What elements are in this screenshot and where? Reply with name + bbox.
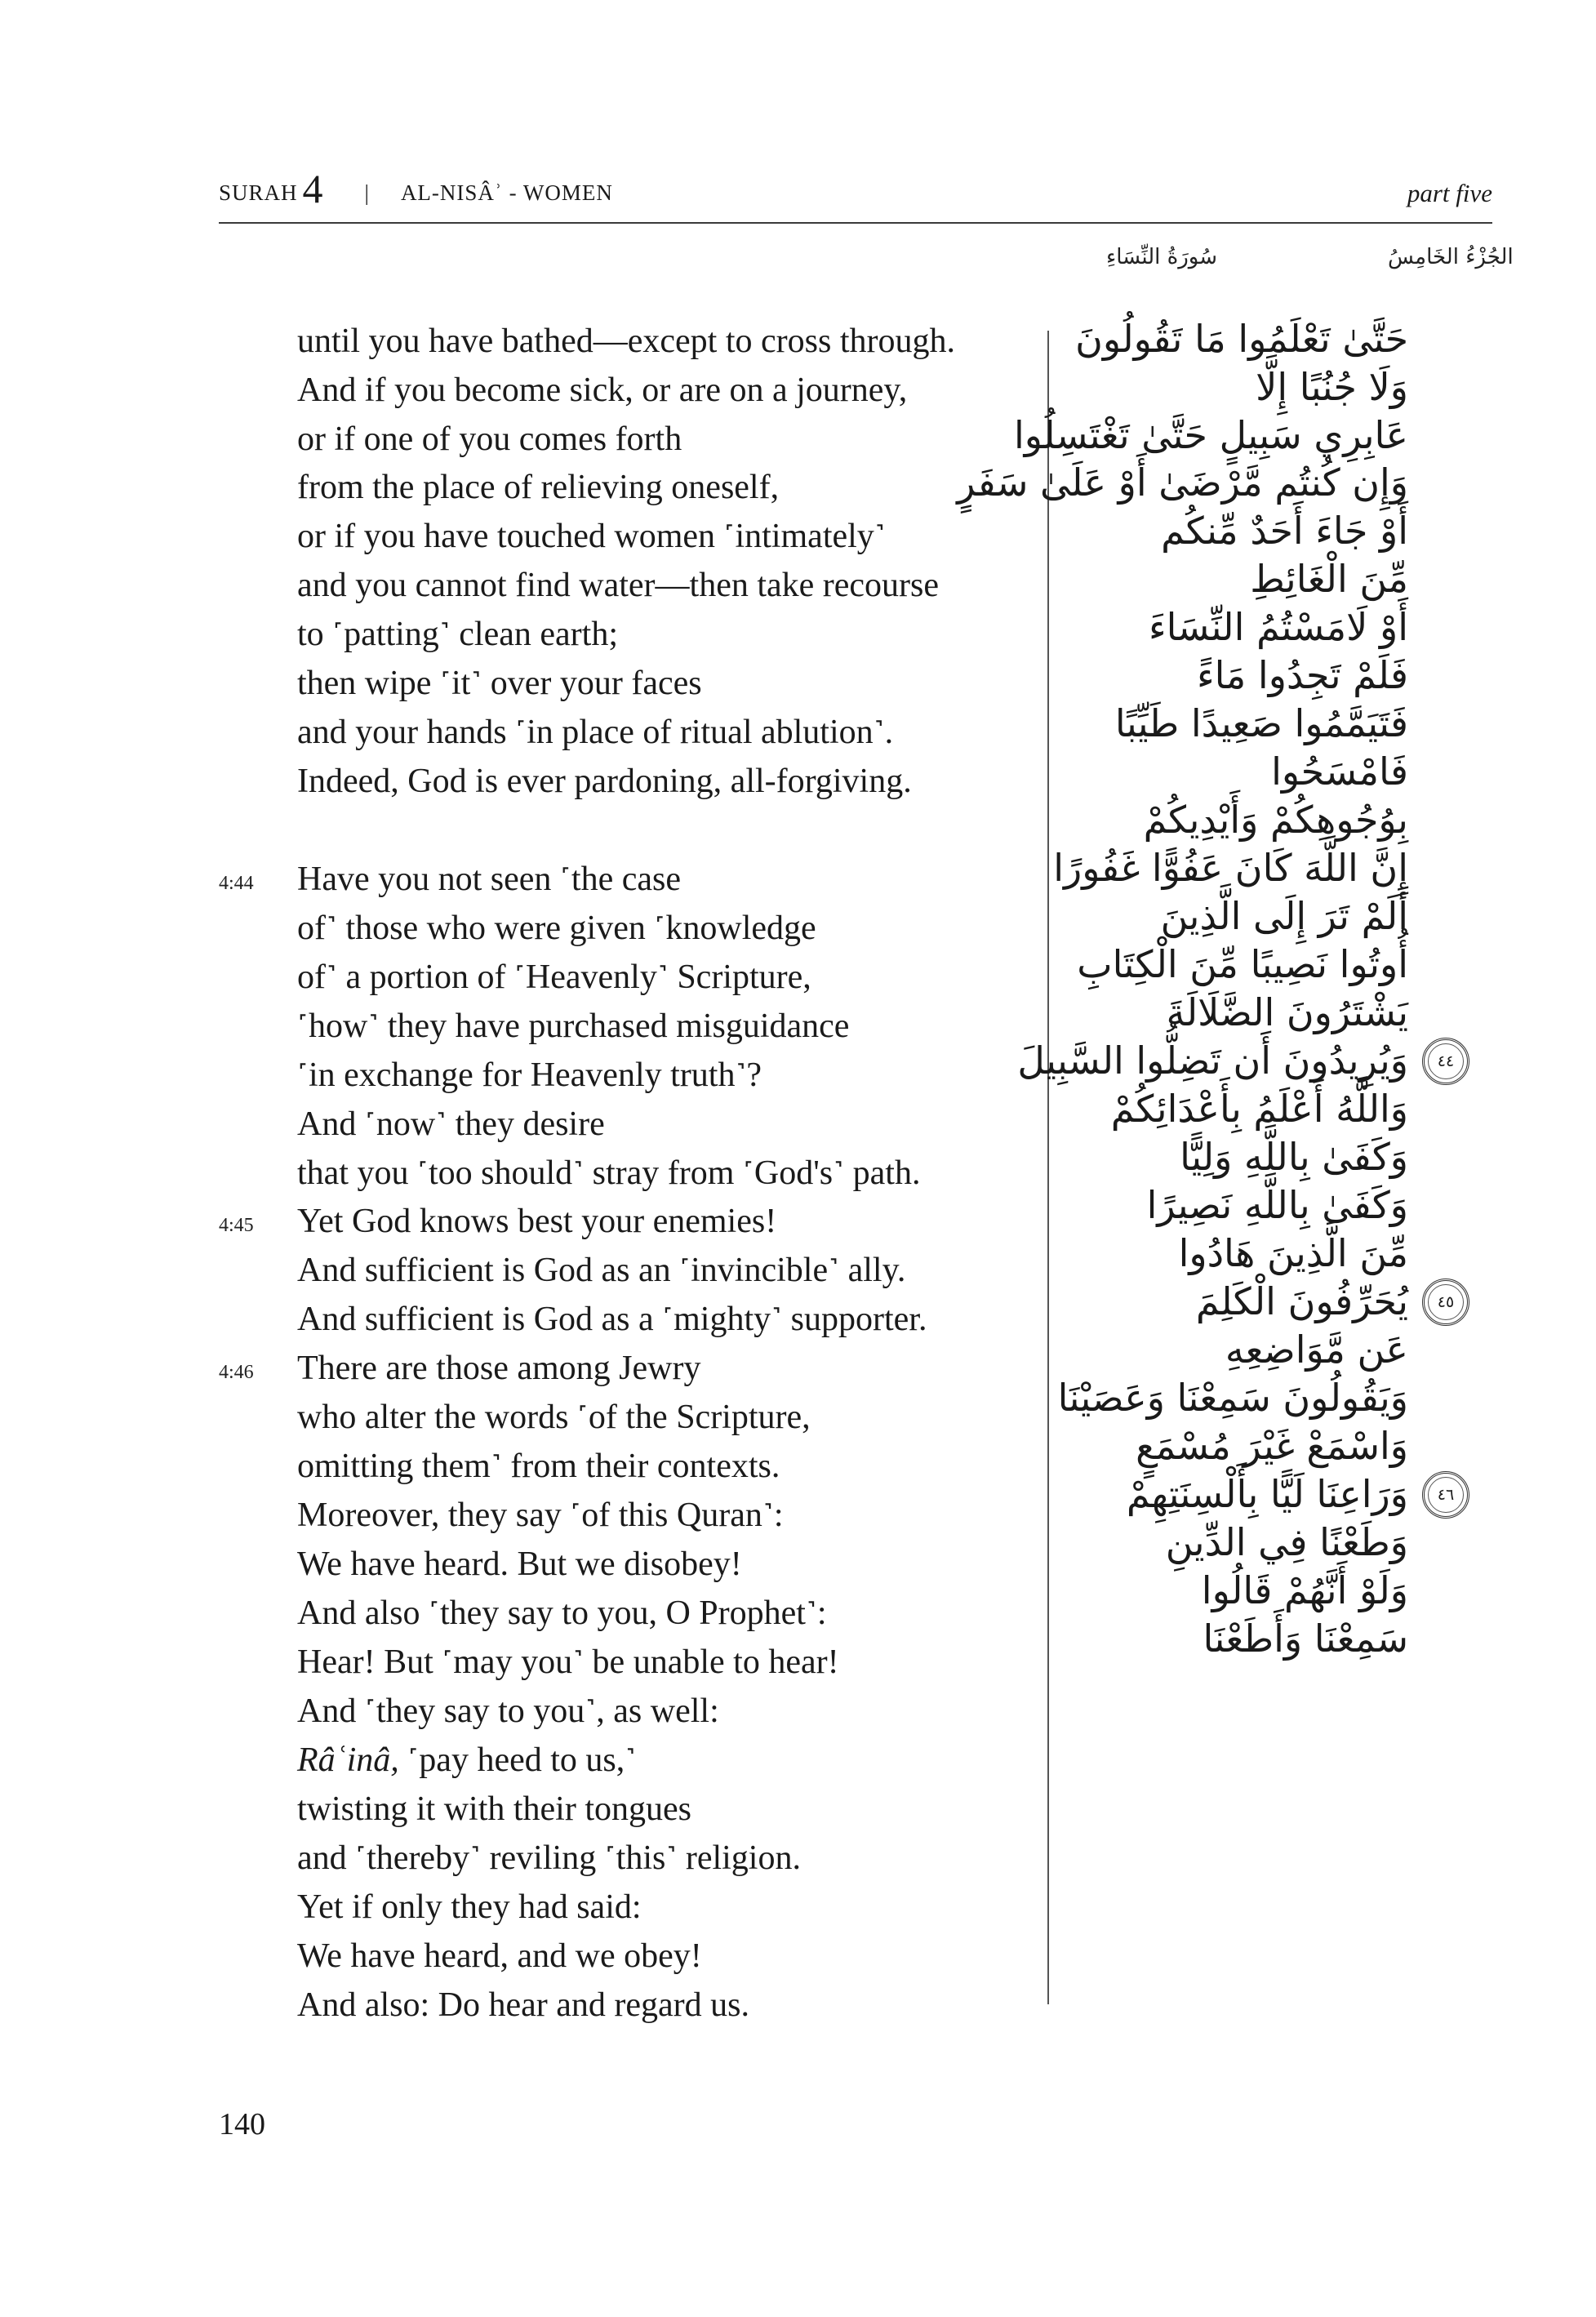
ayah-marker: ٤٤ — [1422, 1038, 1469, 1085]
translation-line: And ˹now˺ they desire — [297, 1105, 605, 1143]
translation-line: Indeed, God is ever pardoning, all-forgiving. — [297, 763, 912, 800]
arabic-line: وَاسْمَعْ غَيْرَ مُسْمَعٍ — [1136, 1424, 1408, 1468]
arabic-line: مِّنَ الْغَائِطِ — [1250, 557, 1408, 601]
translation-line: or if you have touched women ˹intimately˺ — [297, 518, 886, 555]
arabic-line: وَيَقُولُونَ سَمِعْنَا وَعَصَيْنَا — [1057, 1376, 1408, 1420]
arabic-line: فَامْسَحُوا — [1271, 749, 1408, 794]
arabic-line: فَلَمْ تَجِدُوا مَاءً — [1197, 653, 1408, 697]
translation-line: Râʿinâ, ˹pay heed to us,˺ — [297, 1741, 637, 1779]
translation-line: and you cannot find water—then take recourse — [297, 567, 940, 604]
translation-line: and your hands ˹in place of ritual ablution˺. — [297, 714, 894, 751]
translation-line: And ˹they say to you˺, as well: — [297, 1692, 719, 1730]
part-label: part five — [1407, 179, 1492, 207]
arabic-line: أَلَمْ تَرَ إِلَى الَّذِينَ — [1160, 894, 1408, 938]
translation-line: who alter the words ˹of the Scripture, — [297, 1399, 811, 1436]
arabic-line: سَمِعْنَا وَأَطَعْنَا — [1203, 1617, 1408, 1661]
arabic-line: يُحَرِّفُونَ الْكَلِمَ — [1195, 1279, 1408, 1323]
arabic-line: وَإِن كُنتُم مَّرْضَىٰ أَوْ عَلَىٰ سَفَرٍ — [957, 460, 1408, 505]
arabic-line: عَن مَّوَاضِعِهِ — [1225, 1327, 1408, 1372]
arabic-line: أُوتُوا نَصِيبًا مِّنَ الْكِتَابِ — [1077, 942, 1408, 986]
translation-line: And also: Do hear and regard us. — [297, 1986, 749, 2024]
header-separator: | — [364, 180, 370, 205]
translation-line: And sufficient is God as an ˹invincible˺ ally. — [297, 1252, 906, 1289]
translation-line: Yet God knows best your enemies! — [297, 1203, 777, 1240]
translation-line: ˹in exchange for Heavenly truth˺? — [297, 1056, 762, 1094]
translation-line: of˺ those who were given ˹knowledge — [297, 909, 816, 947]
arabic-line: وَطَعْنًا فِي الدِّينِ — [1165, 1520, 1408, 1564]
arabic-line: بِوُجُوهِكُمْ وَأَيْدِيكُمْ — [1143, 798, 1408, 842]
translation-line: And sufficient is God as a ˹mighty˺ supporter. — [297, 1301, 927, 1338]
arabic-line: حَتَّىٰ تَعْلَمُوا مَا تَقُولُونَ — [1075, 317, 1408, 361]
translation-line: that you ˹too should˺ stray from ˹God's˺ path. — [297, 1154, 921, 1192]
arabic-line: وَرَاعِنَا لَيًّا بِأَلْسِنَتِهِمْ — [1126, 1472, 1408, 1516]
translation-line: Moreover, they say ˹of this Quran˺: — [297, 1496, 784, 1534]
translation-line: and ˹thereby˺ reviling ˹this˺ religion. — [297, 1839, 801, 1877]
arabic-line: عَابِرِي سَبِيلٍ حَتَّىٰ تَغْتَسِلُوا — [1014, 413, 1408, 457]
translation-line: twisting it with their tongues — [297, 1790, 691, 1828]
arabic-part-name: الجُزْءُ الخَامِسُ — [1388, 245, 1514, 269]
arabic-line: وَيُرِيدُونَ أَن تَضِلُّوا السَّبِيلَ — [1017, 1038, 1408, 1083]
translation-line: We have heard. But we disobey! — [297, 1545, 742, 1583]
ayah-marker: ٤٥ — [1422, 1279, 1469, 1326]
translation-line: And if you become sick, or are on a journey, — [297, 371, 908, 409]
header-rule — [219, 222, 1492, 224]
arabic-line: وَلَا جُنُبًا إِلَّا — [1256, 365, 1408, 409]
translation-line: We have heard, and we obey! — [297, 1937, 702, 1975]
arabic-line: يَشْتَرُونَ الضَّلَالَةَ — [1166, 990, 1408, 1034]
arabic-surah-name: سُورَةُ النِّسَاءِ — [1106, 245, 1217, 269]
translation-line: Yet if only they had said: — [297, 1888, 642, 1926]
surah-label: SURAH — [219, 180, 298, 205]
running-header — [219, 167, 1492, 216]
verse-number: 4:46 — [219, 1362, 254, 1383]
arabic-line: وَكَفَىٰ بِاللَّهِ وَلِيًّا — [1180, 1135, 1408, 1179]
translation-line: Hear! But ˹may you˺ be unable to hear! — [297, 1643, 839, 1681]
column-divider — [1047, 331, 1049, 2004]
arabic-line: وَاللَّهُ أَعْلَمُ بِأَعْدَائِكُمْ — [1110, 1087, 1408, 1131]
arabic-line: فَتَيَمَّمُوا صَعِيدًا طَيِّبًا — [1114, 701, 1408, 745]
translation-line: omitting them˺ from their contexts. — [297, 1448, 780, 1485]
surah-number: 4 — [302, 166, 324, 211]
verse-number: 4:44 — [219, 873, 254, 894]
arabic-line: مِّنَ الَّذِينَ هَادُوا — [1178, 1231, 1408, 1275]
verse-number: 4:45 — [219, 1215, 254, 1236]
surah-heading — [219, 162, 613, 210]
translation-line: then wipe ˹it˺ over your faces — [297, 665, 702, 702]
translation-line: There are those among Jewry — [297, 1350, 701, 1387]
translation-line: or if one of you comes forth — [297, 420, 682, 458]
translation-line: Have you not seen ˹the case — [297, 861, 681, 898]
page-number: 140 — [219, 2107, 265, 2141]
arabic-line: إِنَّ اللَّهَ كَانَ عَفُوًّا غَفُورًا — [1053, 846, 1408, 890]
translation-line: to ˹patting˺ clean earth; — [297, 616, 618, 653]
arabic-line: أَوْ جَاءَ أَحَدٌ مِّنكُم — [1161, 509, 1408, 553]
translation-line: until you have bathed—except to cross through. — [297, 322, 955, 360]
translation-line: from the place of relieving oneself, — [297, 469, 780, 506]
ayah-marker: ٤٦ — [1422, 1471, 1469, 1519]
arabic-line: أَوْ لَامَسْتُمُ النِّسَاءَ — [1148, 605, 1408, 649]
arabic-line: وَلَوْ أَنَّهُمْ قَالُوا — [1201, 1568, 1408, 1612]
surah-title: AL-NISÂʾ - WOMEN — [400, 180, 613, 205]
translation-line: of˺ a portion of ˹Heavenly˺ Scripture, — [297, 958, 811, 996]
arabic-line: وَكَفَىٰ بِاللَّهِ نَصِيرًا — [1146, 1183, 1408, 1227]
translation-line: ˹how˺ they have purchased misguidance — [297, 1007, 850, 1045]
translation-line: And also ˹they say to you, O Prophet˺: — [297, 1594, 827, 1632]
